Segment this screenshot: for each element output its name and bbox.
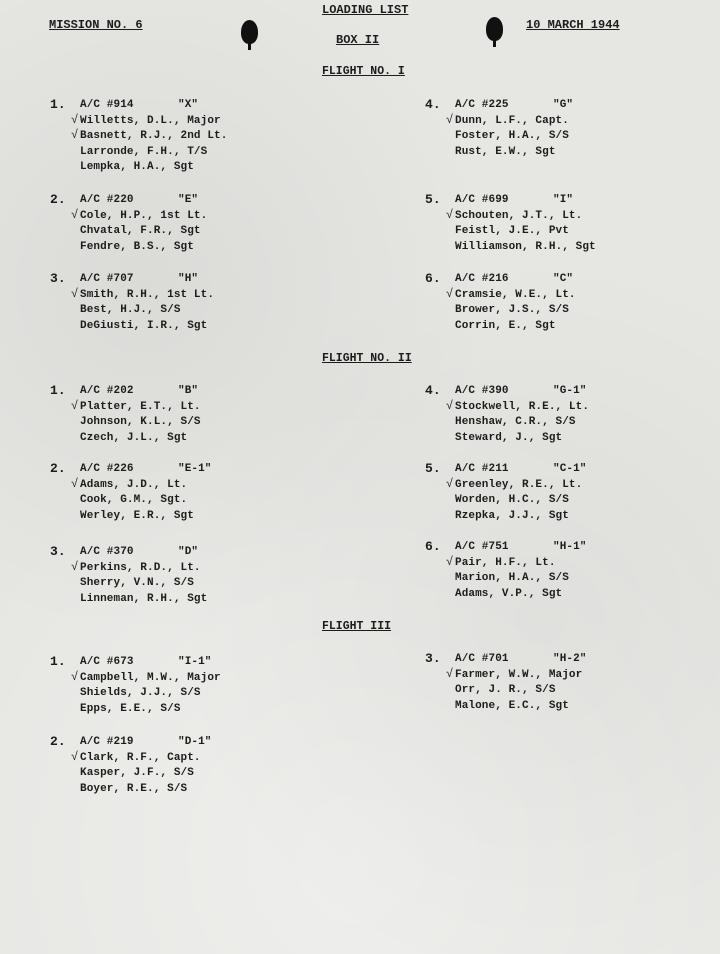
check-mark-icon: √ [446, 286, 454, 301]
mission-number: MISSION NO. 6 [49, 18, 143, 32]
aircraft-header-row [425, 192, 596, 209]
check-mark-icon: √ [71, 398, 79, 413]
crew-member [80, 431, 201, 447]
aircraft-header-row [425, 383, 589, 400]
aircraft-header-row [425, 271, 576, 288]
crew-member-name: Henshaw, C.R., S/S [455, 416, 576, 428]
crew-member-name: Larronde, F.H., T/S [80, 145, 208, 158]
aircraft-entry [50, 97, 228, 176]
aircraft-number: A/C #390 [455, 385, 509, 397]
aircraft-code: "I" [553, 194, 574, 206]
aircraft-number: A/C #216 [455, 273, 509, 285]
entry-number: 1. [50, 383, 66, 398]
crew-member [455, 587, 569, 603]
crew-member [446, 286, 576, 304]
crew-member-name: Dunn, L.F., Capt. [455, 114, 569, 127]
aircraft-number: A/C #751 [455, 541, 509, 553]
crew-member-name: Adams, V.P., Sgt [455, 587, 563, 600]
crew-member [71, 749, 201, 767]
crew-member-name: Cole, H.P., 1st Lt. [80, 209, 208, 222]
aircraft-header-row [50, 461, 212, 478]
entry-number: 2. [50, 192, 66, 207]
crew-member [446, 476, 583, 494]
entry-number: 6. [425, 539, 441, 554]
check-mark-icon: √ [71, 669, 79, 684]
crew-member [71, 112, 227, 130]
aircraft-code: "C" [553, 273, 574, 285]
aircraft-number: A/C #699 [455, 194, 509, 206]
crew-member [446, 666, 583, 684]
crew-member [455, 509, 582, 525]
check-mark-icon: √ [71, 749, 79, 764]
crew-member-name: Orr, J. R., S/S [455, 684, 556, 696]
aircraft-header-row [50, 97, 227, 114]
aircraft-header-row [50, 383, 201, 400]
crew-member-name: Foster, H.A., S/S [455, 130, 569, 142]
aircraft-code: "D" [178, 546, 199, 558]
crew-member [446, 112, 569, 130]
punch-hole-right [486, 17, 503, 41]
aircraft-number: A/C #707 [80, 273, 134, 285]
crew-member-name: Cook, G.M., Sgt. [80, 494, 188, 506]
entry-number: 5. [425, 192, 441, 207]
aircraft-header-row [425, 97, 574, 114]
aircraft-entry [50, 734, 212, 797]
entry-number: 2. [50, 734, 66, 749]
crew-member [80, 592, 207, 608]
crew-member-name: Shields, J.J., S/S [80, 687, 201, 699]
crew-member-name: Stockwell, R.E., Lt. [455, 400, 590, 413]
entry-number: 3. [425, 651, 441, 666]
crew-member [80, 702, 221, 718]
crew-member-name: DeGiusti, I.R., Sgt [80, 319, 208, 332]
aircraft-number: A/C #219 [80, 736, 134, 748]
check-mark-icon: √ [71, 207, 79, 222]
crew-member-name: Perkins, R.D., Lt. [80, 561, 201, 574]
crew-member [80, 509, 194, 525]
aircraft-header-row [425, 651, 587, 668]
check-mark-icon: √ [446, 554, 454, 569]
crew-member-name: Boyer, R.E., S/S [80, 782, 188, 795]
crew-member [71, 669, 221, 687]
check-mark-icon: √ [71, 112, 79, 127]
crew-member [455, 224, 596, 240]
crew-member [455, 699, 582, 715]
crew-member [71, 207, 208, 225]
crew-member [80, 224, 207, 240]
crew-member [80, 145, 227, 161]
crew-member-name: Malone, E.C., Sgt [455, 699, 569, 712]
aircraft-code: "X" [178, 99, 199, 111]
aircraft-entry [425, 97, 574, 160]
crew-member [80, 160, 227, 176]
entry-number: 6. [425, 271, 441, 286]
check-mark-icon: √ [71, 286, 79, 301]
aircraft-header-row [50, 734, 212, 751]
aircraft-header-row [425, 539, 587, 556]
aircraft-entry [50, 654, 221, 717]
aircraft-number: A/C #226 [80, 463, 134, 475]
check-mark-icon: √ [71, 559, 79, 574]
entry-number: 3. [50, 271, 66, 286]
crew-member-name: Best, H.J., S/S [80, 304, 181, 316]
aircraft-code: "E" [178, 194, 199, 206]
crew-member [80, 240, 207, 256]
entry-number: 5. [425, 461, 441, 476]
crew-member-name: Smith, R.H., 1st Lt. [80, 288, 215, 301]
flight-title: FLIGHT III [322, 620, 392, 633]
aircraft-number: A/C #220 [80, 194, 134, 206]
check-mark-icon: √ [446, 666, 454, 681]
aircraft-code: "D-1" [178, 736, 212, 748]
crew-member [80, 576, 207, 592]
aircraft-code: "I-1" [178, 656, 212, 668]
aircraft-entry [425, 651, 587, 714]
crew-member [455, 319, 576, 335]
crew-member-name: Brower, J.S., S/S [455, 304, 569, 316]
aircraft-number: A/C #914 [80, 99, 134, 111]
crew-member [455, 145, 569, 161]
crew-member-name: Adams, J.D., Lt. [80, 478, 188, 491]
crew-member-name: Linneman, R.H., Sgt [80, 592, 208, 605]
entry-number: 3. [50, 544, 66, 559]
crew-member-name: Sherry, V.N., S/S [80, 577, 194, 589]
aircraft-number: A/C #370 [80, 546, 134, 558]
crew-member [80, 782, 201, 798]
aircraft-entry [50, 461, 212, 524]
entry-number: 1. [50, 97, 66, 112]
check-mark-icon: √ [446, 398, 454, 413]
crew-member-name: Czech, J.L., Sgt [80, 431, 188, 444]
aircraft-entry [50, 383, 201, 446]
entry-number: 4. [425, 97, 441, 112]
crew-member-name: Feistl, J.E., Pvt [455, 225, 569, 237]
crew-member-name: Lempka, H.A., Sgt [80, 161, 194, 173]
aircraft-header-row [50, 654, 221, 671]
check-mark-icon: √ [446, 112, 454, 127]
crew-member [80, 415, 201, 431]
crew-member [71, 559, 207, 577]
aircraft-number: A/C #202 [80, 385, 134, 397]
aircraft-entry [50, 544, 208, 607]
crew-member [455, 303, 576, 319]
check-mark-icon: √ [71, 128, 79, 142]
crew-member-name: Basnett, R.J., 2nd Lt. [80, 130, 228, 142]
aircraft-code: "C-1" [553, 463, 587, 475]
flight-title: FLIGHT NO. I [322, 65, 405, 78]
crew-member-name: Clark, R.F., Capt. [80, 751, 201, 764]
crew-member [455, 129, 569, 145]
check-mark-icon: √ [446, 207, 454, 222]
crew-member-name: Marion, H.A., S/S [455, 572, 569, 584]
crew-member [455, 415, 589, 431]
document-date: 10 MARCH 1944 [526, 18, 620, 32]
aircraft-entry [425, 271, 576, 334]
crew-member [80, 303, 214, 319]
crew-member [80, 493, 194, 509]
crew-member [71, 476, 194, 494]
aircraft-header-row [50, 192, 207, 209]
aircraft-code: "E-1" [178, 463, 212, 475]
aircraft-header-row [50, 544, 207, 561]
aircraft-code: "G" [553, 99, 574, 111]
crew-member-name: Rzepka, J.J., Sgt [455, 509, 569, 522]
flight-title: FLIGHT NO. II [322, 352, 412, 365]
crew-member-name: Schouten, J.T., Lt. [455, 209, 583, 222]
crew-member-name: Chvatal, F.R., Sgt [80, 225, 201, 237]
crew-member-name: Werley, E.R., Sgt [80, 509, 194, 522]
aircraft-entry [425, 192, 596, 255]
crew-member-name: Cramsie, W.E., Lt. [455, 288, 576, 301]
check-mark-icon: √ [71, 476, 79, 491]
crew-member [455, 683, 582, 699]
crew-member-name: Worden, H.C., S/S [455, 494, 569, 506]
crew-member-name: Pair, H.F., Lt. [455, 556, 556, 569]
entry-number: 4. [425, 383, 441, 398]
aircraft-code: "H-1" [553, 541, 587, 553]
aircraft-code: "H" [178, 273, 199, 285]
crew-member [71, 128, 228, 145]
aircraft-number: A/C #211 [455, 463, 509, 475]
aircraft-header-row [425, 461, 587, 478]
crew-member-name: Farmer, W.W., Major [455, 668, 583, 681]
crew-member [455, 571, 569, 587]
crew-member [455, 240, 596, 256]
aircraft-number: A/C #701 [455, 653, 509, 665]
aircraft-entry [425, 539, 587, 602]
crew-member-name: Platter, E.T., Lt. [80, 400, 201, 413]
aircraft-entry [50, 271, 215, 334]
aircraft-entry [50, 192, 208, 255]
crew-member-name: Rust, E.W., Sgt [455, 145, 556, 158]
punch-hole-left [241, 20, 258, 44]
crew-member [80, 766, 201, 782]
aircraft-entry [425, 461, 587, 524]
crew-member-name: Greenley, R.E., Lt. [455, 478, 583, 491]
crew-member-name: Epps, E.E., S/S [80, 702, 181, 715]
crew-member [455, 493, 582, 509]
crew-member-name: Willetts, D.L., Major [80, 114, 221, 127]
crew-member-name: Campbell, M.W., Major [80, 671, 221, 684]
entry-number: 2. [50, 461, 66, 476]
crew-member [446, 398, 590, 416]
aircraft-number: A/C #673 [80, 656, 134, 668]
crew-member [446, 554, 569, 572]
crew-member-name: Johnson, K.L., S/S [80, 416, 201, 428]
aircraft-number: A/C #225 [455, 99, 509, 111]
crew-member-name: Fendre, B.S., Sgt [80, 240, 194, 253]
crew-member [446, 207, 596, 225]
document-title: LOADING LIST [322, 3, 409, 17]
aircraft-code: "B" [178, 385, 199, 397]
crew-member [71, 398, 201, 416]
aircraft-code: "H-2" [553, 653, 587, 665]
aircraft-entry [425, 383, 590, 446]
aircraft-code: "G-1" [553, 385, 587, 397]
crew-member [80, 319, 214, 335]
crew-member [80, 686, 221, 702]
crew-member-name: Kasper, J.F., S/S [80, 767, 194, 779]
check-mark-icon: √ [446, 476, 454, 491]
crew-member [455, 431, 589, 447]
crew-member [71, 286, 215, 304]
aircraft-header-row [50, 271, 214, 288]
crew-member-name: Corrin, E., Sgt [455, 319, 556, 332]
entry-number: 1. [50, 654, 66, 669]
box-label: BOX II [336, 33, 380, 47]
crew-member-name: Williamson, R.H., Sgt [455, 240, 596, 253]
crew-member-name: Steward, J., Sgt [455, 431, 563, 444]
